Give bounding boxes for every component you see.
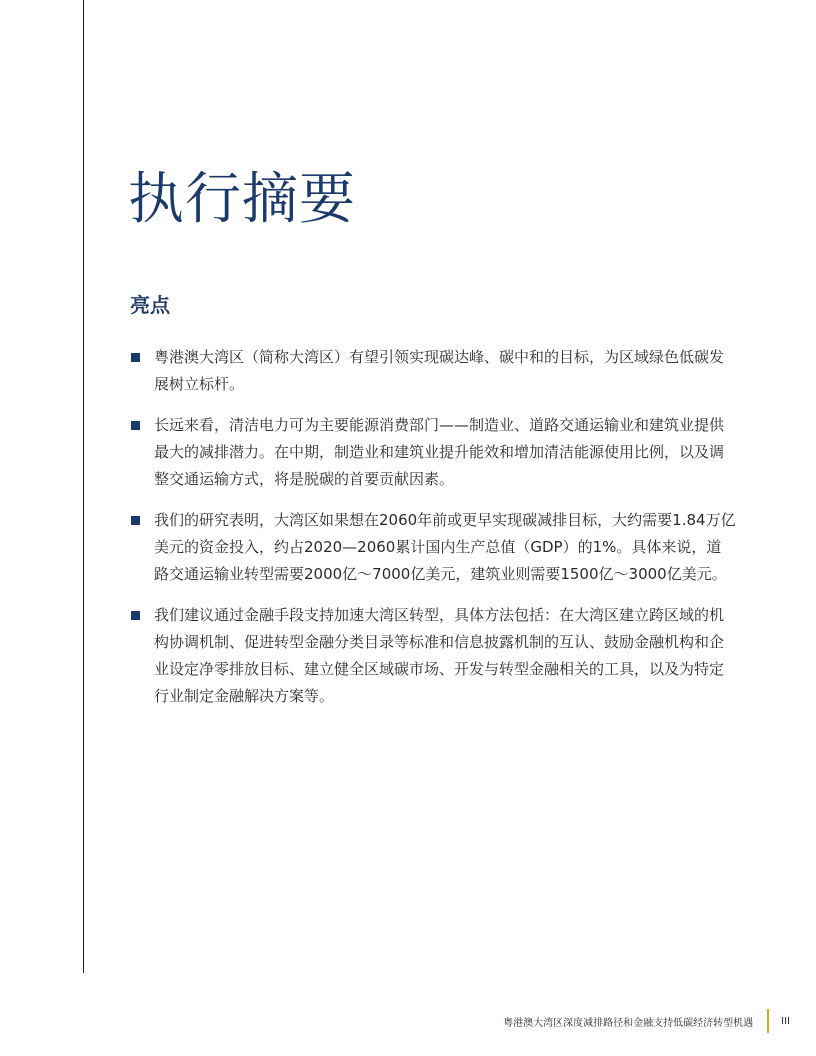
footer-report-title: 粤港澳大湾区深度减排路径和金融支持低碳经济转型机遇 (503, 1017, 754, 1029)
list-item (130, 344, 736, 398)
square-bullet-icon (131, 353, 140, 362)
list-item-text: 我们的研究表明，大湾区如果想在2060年前或更早实现碳减排目标，大约需要1.84万亿美元的资金投入，约占2020—2060累计国内生产总值（GDP）的1%。具体来说，道路交通运输业转型需要2000亿～7000亿美元，建筑业则需要1500亿～3000亿美元。 (154, 511, 736, 583)
list-item (130, 602, 736, 710)
square-bullet-icon (131, 611, 140, 620)
page-footer (503, 1008, 790, 1034)
list-item-text: 长远来看，清洁电力可为主要能源消费部门——制造业、道路交通运输业和建筑业提供最大的减排潜力。在中期，制造业和建筑业提升能效和增加清洁能源使用比例，以及调整交通运输方式，将是脱碳的首要贡献因素。 (154, 416, 725, 488)
square-bullet-icon (131, 516, 140, 525)
page-number: III (781, 1015, 790, 1027)
square-bullet-icon (131, 421, 140, 430)
list-item-text: 我们建议通过金融手段支持加速大湾区转型，具体方法包括：在大湾区建立跨区域的机构协调机制、促进转型金融分类目录等标准和信息披露机制的互认、鼓励金融机构和企业设定净零排放目标、建立健全区域碳市场、开发与转型金融相关的工具，以及为特定行业制定金融解决方案等。 (154, 606, 725, 705)
section-heading: 亮点 (130, 293, 170, 317)
list-item (130, 412, 736, 493)
footer-divider (767, 1009, 769, 1033)
list-item (130, 507, 736, 588)
list-item-text: 粤港澳大湾区（简称大湾区）有望引领实现碳达峰、碳中和的目标，为区域绿色低碳发展树立标杆。 (154, 348, 725, 393)
highlights-list (130, 344, 736, 724)
page-title: 执行摘要 (128, 167, 356, 232)
left-margin-rule (83, 0, 84, 973)
